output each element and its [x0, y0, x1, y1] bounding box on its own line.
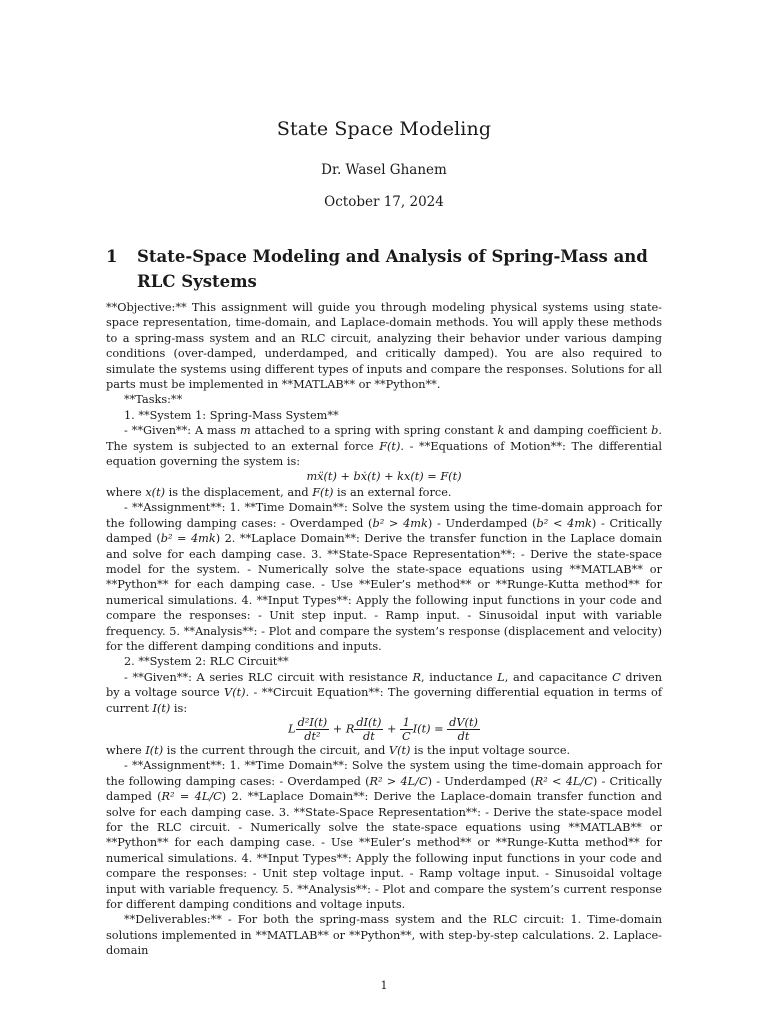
system2-where-paragraph	[106, 743, 662, 758]
denominator: dt	[362, 729, 375, 743]
denominator: dt	[457, 729, 470, 743]
system2-heading: 2. **System 2: RLC Circuit**	[124, 655, 289, 669]
text-run: and damping coefficient	[504, 424, 652, 438]
math-symbol: R² > 4L/C	[369, 774, 428, 788]
text-run: is the input voltage source.	[410, 743, 571, 757]
text-run: ) 2. **Laplace Domain**: Derive the Laplace-domain transfer function and solve for each damping case. 3. **State-Space Representation**: - Derive the state-space model for the RLC circuit. - Numerically solve the state-space equations using **MATLAB** or **Python** for each damping case. - Use **Euler’s method** or **Runge-Kutta method** for numerical simulations. 4. **Input Types**: Apply the following input functions in your code and compare the responses: - Unit step voltage input. - Ramp voltage input. - Sinusoidal voltage input with variable frequency. 5. **Analysis**: - Plot and compare the system’s current response for different damping conditions and voltage inputs.	[106, 790, 662, 912]
text-run: ) - Underdamped (	[427, 774, 535, 788]
math-symbol: I(t) =	[412, 722, 448, 736]
numerator: d²I(t)	[297, 715, 328, 729]
math-symbol: F(t)	[379, 439, 401, 453]
fraction	[447, 716, 480, 743]
fraction	[354, 716, 383, 743]
text-run: . The system is subjected to an external force	[106, 424, 662, 453]
math-symbol: b² = 4mk	[160, 532, 216, 546]
text-run: - **Assignment**: 1. **Time Domain**: Solve the system using the time-domain approach for the following damping cases: - Overdamped (	[106, 759, 662, 788]
text-run: . - **Circuit Equation**: The governing differential equation in terms of current	[106, 686, 662, 715]
objective-paragraph: **Objective:** This assignment will guide you through modeling physical systems using state-space representation, time-domain, and Laplace-domain methods. You will apply these methods to a spring-mass system and an RLC circuit, analyzing their behavior under various damping conditions (over-damped, underdamped, and critically damped). You are also required to simulate the systems using different types of inputs and compare the responses. Solutions for all parts must be implemented in **MATLAB** or **Python**.	[106, 301, 662, 392]
document-title: State Space Modeling	[276, 118, 492, 140]
text-run: ) - Underdamped (	[427, 516, 537, 530]
math-symbol: +	[383, 722, 401, 736]
numerator: 1	[400, 716, 413, 730]
math-symbol: m	[240, 424, 251, 438]
equation-of-motion: mẍ(t) + bẋ(t) + kx(t) = F(t)	[306, 470, 462, 484]
math-symbol: V(t)	[224, 686, 246, 700]
document-date: October 17, 2024	[324, 194, 444, 210]
document-body	[106, 300, 662, 959]
system1-given-paragraph	[106, 423, 662, 469]
math-symbol: b² > 4mk	[372, 516, 428, 530]
math-symbol: b² < 4mk	[536, 516, 592, 530]
math-symbol: C	[612, 670, 621, 684]
text-run: where	[106, 485, 146, 499]
math-symbol: V(t)	[388, 743, 411, 757]
text-run: driven by a voltage source	[106, 670, 663, 700]
math-symbol: R² = 4L/C	[161, 790, 222, 804]
denominator: C	[402, 729, 411, 743]
text-run: attached to a spring with spring constant	[250, 424, 498, 438]
text-run: ) 2. **Laplace Domain**: Derive the transfer function in the Laplace domain and solve for each damping case. 3. **State-Space Representation**: - Derive the state-space model for the system. - Numerically solve the state-space equations using **MATLAB** or **Python** for each damping case. - Use **Euler’s method** or **Runge-Kutta method** for numerical simulations. 4. **Input Types**: Apply the following input functions in your code and compare the responses: - Unit step input. - Ramp input. - Sinusoidal input with variable frequency. 5. **Analysis**: - Plot and compare the system’s response (displacement and velocity) for the different damping conditions and inputs.	[106, 532, 662, 653]
numerator: dI(t)	[356, 715, 382, 729]
section-number: 1	[106, 247, 118, 266]
math-symbol: + R	[329, 722, 355, 736]
text-run: , and capacitance	[504, 670, 613, 684]
math-symbol: I(t)	[152, 701, 171, 715]
math-symbol: b	[651, 424, 659, 438]
text-run: is the displacement, and	[165, 485, 313, 499]
math-symbol: I(t)	[145, 743, 164, 757]
text-run: is:	[170, 701, 188, 715]
circuit-equation	[106, 716, 662, 743]
text-run: - **Given**: A series RLC circuit with resistance	[124, 670, 413, 684]
system2-given-paragraph	[106, 670, 662, 716]
math-symbol: L	[288, 722, 296, 736]
system2-assignment-paragraph	[106, 758, 662, 912]
text-run: where	[106, 743, 146, 757]
fraction	[400, 716, 413, 743]
text-run: is the current through the circuit, and	[163, 743, 389, 757]
math-symbol: L	[497, 670, 505, 684]
tasks-label: **Tasks:**	[124, 393, 183, 407]
text-run: ) - Critically damped (	[106, 516, 662, 546]
math-symbol: R² < 4L/C	[534, 774, 593, 788]
deliverables-paragraph: **Deliverables:** - For both the spring-mass system and the RLC circuit: 1. Time-domain solutions implemented in **MATLAB** or **Python**, with step-by-step calculations. 2. Laplace-domain	[106, 913, 662, 958]
text-run: - **Given**: A mass	[124, 424, 240, 438]
text-run: is an external force.	[333, 485, 452, 499]
fraction	[296, 716, 330, 743]
math-symbol: R	[412, 670, 421, 684]
document-author: Dr. Wasel Ghanem	[321, 162, 447, 178]
system1-assignment-paragraph	[106, 500, 662, 654]
text-run: , inductance	[420, 670, 498, 684]
text-run: . - **Equations of Motion**: The differential equation governing the system is:	[106, 439, 662, 469]
math-symbol: F(t)	[312, 485, 334, 499]
system1-where-paragraph	[106, 485, 662, 500]
text-run: - **Assignment**: 1. **Time Domain**: Solve the system using the time-domain approach for the following damping cases: - Overdamped (	[106, 501, 662, 530]
numerator: dV(t)	[449, 715, 478, 729]
math-symbol: x(t)	[145, 485, 166, 499]
math-symbol: k	[497, 424, 505, 438]
section-title: State-Space Modeling and Analysis of Spring-Mass and RLC Systems	[137, 247, 648, 291]
system1-heading: 1. **System 1: Spring-Mass System**	[124, 408, 339, 422]
text-run: ) - Critically damped (	[106, 774, 662, 804]
denominator: dt²	[304, 729, 321, 743]
page-number: 1	[380, 979, 388, 992]
